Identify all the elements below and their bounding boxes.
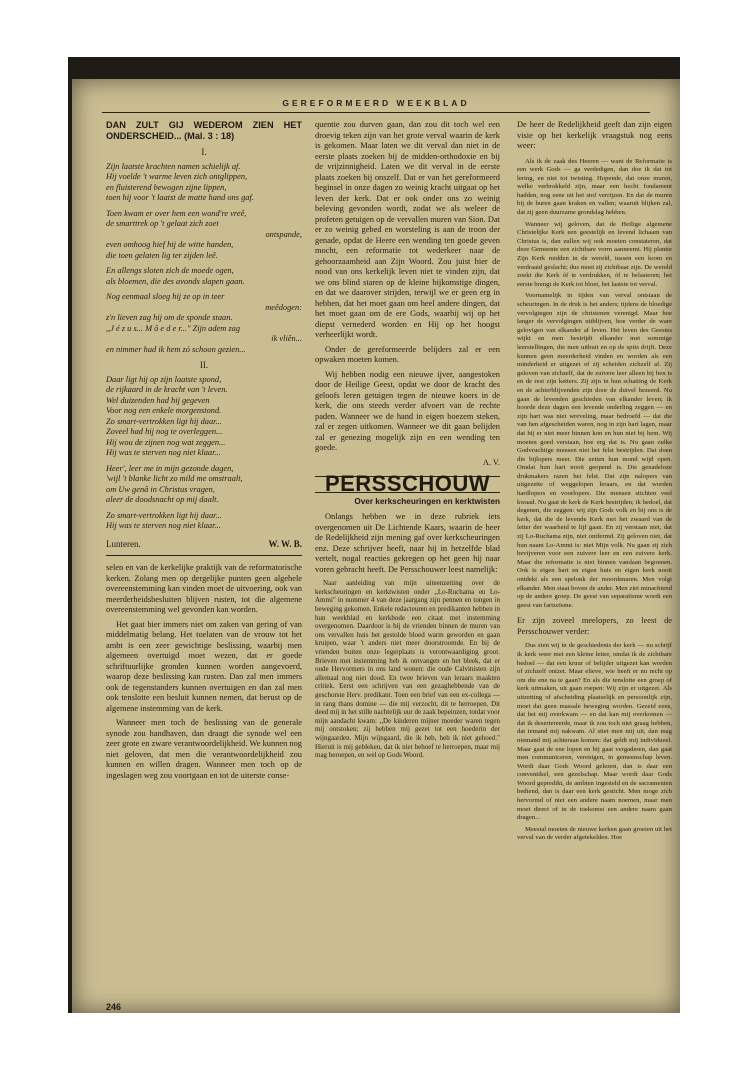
quoted-paragraph: Meestal moeten de nieuwe kerken gaan groeien uit het verval van de verder afgetekelden. Hoe [517, 825, 672, 842]
stanza [106, 266, 302, 287]
poem-line: en nimmer had ik hem zó schoon gezien... [106, 344, 246, 354]
masthead: GEREFORMEERD WEEKBLAD [282, 98, 470, 108]
stanza [106, 511, 302, 532]
poem-line: de rijkaard in de kracht van 't leven. [106, 385, 228, 395]
poem-line: Hij was te sterven nog niet klaar... [106, 521, 221, 531]
poem-line: even omhoog hief hij de witte handen, [106, 240, 234, 250]
article-paragraph: Onlangs hebben we in deze rubriek iets overgenomen uit De Lichtende Kaars, waarin de heer de Redelijkheid zijn mening gaf over kerkscheuringen enz. Deze schrijver heeft, naar hij in hetzelfde blad vertelt, nogal reacties gekregen op het geen hij naar voren gebracht heeft. De Persschouwer leest namelijk: [315, 512, 500, 574]
quoted-text: Naar aanleiding van mijn uiteenzetting over de kerkscheuringen en kerktwisten onder ,,Lo-Ruchama en Lo-Ammi" in nummer 4 van deze jaargang zijn pennen en tongen in beweging gekomen. Enkele redacteuren en predikanten hebben in hun weekblad en kerkbode een citaat met instemming overgenomen. Daardoor is bij de vrienden binnen de muren van ons vervallen huis het gestolde bloed warm geworden en gaan kruipen, waar 't anders niet meer doorstroomde. En bij de vrienden buiten onze legerplaats is verontwaardiging groot. Brieven met instemming heb ik ontvangen en het bleek, dat er oude Hervormers in ons land wonen: die oude Calvinisten zijn allemaal nog niet dood. En twee brieven van leraars maakten critiek. Eerst een schrijven van een gezaghebbende van de geschorste Herv. predikant. Toen een brief van een ex-collega — in rang thans domine — die mij verzocht, dit te herroepen. Dit deed mij in het stille nachtelijk uur de zaak bepeinzen, totdat voor mijn aandacht kwam: ,,De kinderen mijner moeder waren tegen mij ontstoken; zij hebben mij gezet tot een hoederin der wijngaarden. Mijn wijngaard, die ik heb, heb ik niet gehoed." Hieruit is mij gebleken, dat ik niet behoef te herroepen, maar mij mag beroepen, en wel op Gods Woord. [315, 579, 500, 760]
quoted-paragraph: Voornamelijk in tijden van verval ontstaan de scheuringen. In de druk is het anders; tijdens de bloedige vervolgingen zijn de christenen verenigd. Maar hoe langer de vervolgingen uitblijven, hoe verder de ware gelovigen van elkander af leven. Het leven des Geestes wijkt en men bestrijdt elkander met sommige leerstellingen, die men uitbuit en op de spits drijft. Deze kunnen geen meerderheid vinden en worden als een minderheid er uitgezet of zij scheiden zichzelf af. Zij geloven van zichzelf, dat de zuivere leer alleen bij hen is en de rest zijn ketters. Zij zijn in hun schatting de Kerk en de achterblijvenden zijn door de duivel bezeerd. Nu gaan de levenden geschieden van elkander leven; ik hoorde deze dagen een levende onderling zeggen — en zijn hart was niet wreveling, maar bedroefd — dat die van hen afgescheiden waren, nog in zijn hart lagen, maar dat hij er niet meer binnen kon en hun niet bij hem. Wij moeten goed verstaan, hoe erg dat is. Nu gaan zulke Godvruchtige mensen niet het felst bestrijden. Dat doen die bijlopers meer. Die zetten hun mond wijd open. Omdat hun hart nooit geopend is. Die genadeloze drukmakers razen het felst. Dat zijn nalopers van uitgezette of weggelopen leraars, en dat worden hardlopers en voorlopers. Die mensen stichten veel kwaad. Nu gaat de kerk de Kerk bestrijden; ik bedoel, dat degenen, die zeggen: wij zijn Gods volk en bij ons is de kerk, dat die de levende Kerk met het zwaard van de letter der waarheid te lijf gaan. En zij verstaan niet, dat zij Lo-Ruchama zijn, niet ontfermd. Zij geloven niet, dat hun naam Lo-Ammi is: niet Mijn volk. Nu gaan zij zich bevijveren voor een zuivere leer en een zuivere kerk. Maar die reformatie is niet binnen vandaan begonnen. Ook is eigen hart en eigen huis en eigen kerk nooit ontdekt als een spelonk der moordenaren. Men volgt elkander. Men staat boven de ander. Men ziet minachtend op de andere groep. De geest van separatisme wordt een geest van farizeïsme. [517, 292, 672, 609]
poem [106, 162, 302, 356]
poem-line: als bloemen, die des avonds slapen gaan. [106, 276, 245, 286]
poem-line: Heer', leer me in mijn gezonde dagen, [106, 463, 234, 473]
article-paragraph: Onder de gereformeerde belijders zal er een opwaken moeten komen. [315, 344, 500, 364]
poem-place: Lunteren. [106, 538, 141, 549]
poem-title: DAN ZULT GIJ WEDEROM ZIEN HET ONDERSCHEID... (Mal. 3 : 18) [106, 120, 302, 141]
poem-line: aleer de doodsnacht op mij daalt. [106, 495, 219, 505]
article-signature: A. V. [482, 457, 500, 467]
stanza [106, 375, 302, 459]
poem-line: toen hij voor 't laatst de matte hand ons gaf. [106, 193, 254, 203]
section-numeral-2: II. [199, 360, 209, 371]
poem-signature [106, 539, 302, 550]
column-2 [315, 120, 500, 764]
column-subheading: Er zijn zoveel meelopers, zo leest de Persschouwer verder: [517, 616, 672, 636]
poem-line: Zo smart-vertrokken ligt hij daar... [106, 510, 222, 520]
section-numeral-1: I. [201, 147, 207, 158]
quoted-paragraph: Wanneer wij geloven, dat de Heilige algemene Christelijke Kerk een geestelijk en levend lichaam van Christus is, dan zullen wij ook moeten constateren, dat deze Gemeente een zichtbare vorm aanneemt. Hij plantte Zijn Kerk midden in de wereld, tussen een krom en verdraaid geslacht; dus moet zij zichtbaar zijn. De wereld zoekt die Kerk óf te verdrukken, óf te belasteren; het eerste brengt de Kerk tot bloei, het laatste tot verval. [517, 220, 672, 288]
poem-line: en fluisterend bewogen zijne lippen, [106, 182, 227, 192]
scanned-page-frame [68, 57, 680, 1013]
article-paragraph: quentie zou durven gaan, dan zou dit toch wel een droevig teken zijn van het grote verval waarin de kerk is gekomen. Maar laten we dit verval dan niet in de eerste plaats zoeken bij de midden-orthodoxie en bij de vrijzinnigheid. Laten we dit verval in de eerste plaats zoeken bij onszelf. Dat er van het gereformeerd beginsel in onze dagen zo weinig kracht uitgaat op het leven der kerk. Dat er ook onder ons zo weinig beleving gevonden wordt, zodat we als weleer de profeten getuigen op de vervallen muren van Sion. Dat er zo weinig gebed en worsteling is aan de troon der genade, opdat de Heere een wending ten goede geven mocht, een reformatie tot wederkeer naar de gehoorzaamheid aan Zijn Woord. Zou juist hier de nood van ons kerkelijk leven niet te vinden zijn, dat we ons blind staren op de kleine bijkomstige dingen, en dat we daarover strijden, terwijl we er geen erg in hebben, dat het moet gaan om heel andere dingen, dat het moet gaan om de ere Gods, waarbij wij op het diepst vernederd worden en Hij op het hoogst verheerlijkt wordt. [315, 120, 500, 339]
poem-line: ,,J é z u s... M ô e d e r..." Zijn adem zag [106, 323, 241, 333]
poem-line: Wel duizenden had hij gegeven [106, 395, 210, 405]
article-paragraph: Wij hebben nodig een nieuwe ijver, aangestoken door de Heilige Geest, opdat we door de kracht des geloofs leren getuigen tegen de nieuwe koers in de kerk, die ons steeds verder afvoert van de rechte paden. Wanneer we de hand in eigen boezem steken, zal er zegen uitkomen. Wanneer we dit gaan belijden zal er genezing mogelijk zijn en een wending ten goede. [315, 369, 500, 452]
poem-line: Hij voelde 't warme leven zich ontglippen, [106, 172, 248, 182]
poem-line: om Uw genâ in Christus vragen, [106, 484, 215, 494]
poem-line: Zoveel had hij nog te overleggen... [106, 427, 223, 437]
stanza [106, 292, 302, 355]
stanza [106, 162, 302, 204]
poem-line: de smarttrek op 't gelaat zich zoet [106, 219, 219, 229]
section-divider [106, 555, 302, 556]
article-paragraph: selen en van de kerkelijke praktijk van de reformatorische kerken. Zolang men op dergelijke punten geen algehele overeenstemming kan vinden moet de uitvoering, ook van meerderheidsbesluiten blijven rusten, tot die algemene overeenstemming wel gevonden kan worden. [106, 563, 302, 615]
column-3 [517, 120, 672, 846]
persschouw-subheading: Over kerkscheuringen en kerktwisten [354, 496, 500, 506]
poem-line: z'n lieven zag hij om de sponde staan. [106, 313, 233, 323]
article-paragraph: Het gaat hier immers niet om zaken van gering of van middelmatig belang. Het toelaten van de vrouw tot het ambt is een zeer gewichtige beslissing, waarbij men algemeen overtuigd moet wezen, dat er goede schriftuurlijke gronden kunnen worden aangevoerd, waarop deze beslissing kan rusten. Dan zal men immers ook de tegenstanders kunnen overtuigen en dan zal men ook tenslotte een besluit kunnen nemen, dat berust op de algemene instemming van de kerk. [106, 619, 302, 713]
newspaper-page [72, 79, 680, 1013]
poem-line: Hij wou de zijnen nog wat zeggen... [106, 437, 226, 447]
poem-line: Daar ligt hij op zijn laatste spond, [106, 374, 222, 384]
poem-line: Hij was te sterven nog niet klaar... [106, 448, 221, 458]
poem-line: Voor nog een enkele morgenstond. [106, 406, 222, 416]
poem-line: die toen gelaten lig ter zijden leê. [106, 250, 218, 260]
poem-line: Toen kwam er over hem een wond're vreê, [106, 208, 247, 218]
poem-author: W. W. B. [268, 538, 302, 549]
header-rule [102, 112, 650, 113]
stanza [106, 464, 302, 506]
poem-line-runover: meêdogen: [265, 302, 302, 312]
column-1 [106, 120, 302, 785]
quoted-paragraph: Dus zien wij in de geschiedenis der kerk — nu schrijf ik kerk weer met een kleine letter, omdat ik de zichtbare bedoel — dat een kruur of belijder uitgezet kan worden of zichzelf ontzet. Maar elieve, wie heeft er nu recht op om die ene na te gaan? En als die tenslotte een groep of kerk uitmaken, uit gaan roepen: Wij zijn er uitgezet. Als uitzetting of afscheiding plaatselijk en persoonlijk zijn, moet dat geen massale beweging worden. Gezeid eens, dat het mij overkwam — en dat kan mij overkomen — dat ik desertereerde, maar ik zou toch niet graag hebben, dat iemand mij nakwam. Al stiet men mij uit, dan mag niemand mij achteraan komen: dat geldt mij individueel. Maar gaat de ene lopen en bij gaat vergaderen, dan gaat men communiceren, verenigen, in gemeenschap leven. Wordt daar Gods Woord gelezen, dan is daar een conventikel, een gezelschap. Maar wordt daar Gods Woord gepredikt, de ambten ingesteld en de sacramenten bediend, dan is daar een kerk gesticht. Men moge zich hervormd of niet een andere naam noemen, maar men moet direct of in de toekomst een andere naam gaan dragen... [517, 642, 672, 822]
article-paragraph: Wanneer men toch de beslissing van de generale synode zou handhaven, dan draagt die synode wel een zeer grote en zware verantwoordelijkheid. We kunnen nog niet geloven, dat men die verantwoordelijkheid zou kunnen en willen dragen. Wanneer men toch op de ingeslagen weg zou voortgaan en tot de uiterste conse- [106, 718, 302, 780]
poem-line: Zijn laatste krachten namen schielijk af. [106, 161, 241, 171]
page-number: 246 [106, 1002, 122, 1012]
persschouw-heading: PERSSCHOUW [315, 476, 500, 493]
poem-line-runover: ontspande, [265, 229, 302, 239]
poem-line: En allengs sloten zich de moede ogen, [106, 266, 234, 276]
column-lead: De heer de Redelijkheid geeft dan zijn eigen visie op het kerkelijk vraagstuk nog eens weer: [517, 120, 672, 150]
poem-line: 'wijl 't blanke licht zo mild me omstraalt, [106, 474, 243, 484]
poem-line: Zo smart-vertrokken ligt hij daar... [106, 416, 222, 426]
quoted-paragraph: Als ik de zaak des Heeren — want de Reformatie is een werk Gods — ga verdedigen, dan doe ik dat tot lering, en niet tot twisting. Hopende, dat onze muren, welke verbrokkeld zijn, maar een hecht fondament hadden, nog eens uit het stof verrijzen. En dat de muren bij de buren gaan kraken en vallen; waaruit blijken zal, dat zij geen duurzame grondslag hebben. [517, 157, 672, 217]
stanza [106, 209, 302, 262]
poem-part-2 [106, 375, 302, 532]
poem-line: Nog eenmaal sloeg hij ze op in teer [106, 292, 225, 302]
poem-line-runover: ik vliên... [271, 334, 302, 344]
